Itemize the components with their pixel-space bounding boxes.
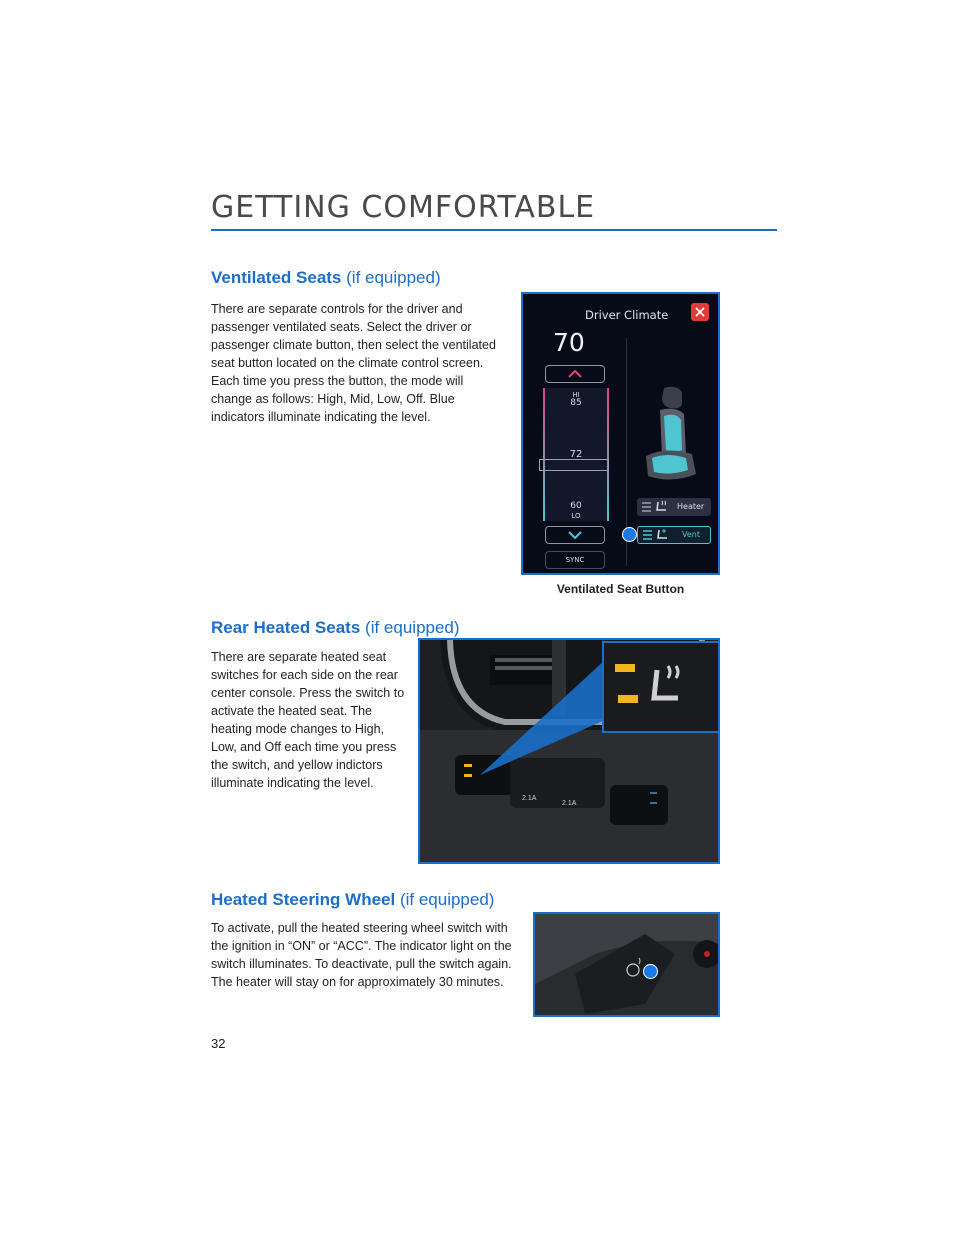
temperature-scale [543,388,609,521]
heated-steering-title: Heated Steering Wheel [211,890,396,909]
rear-heated-seats-text: There are separate heated seat switches for each side on the rear center console. Press the switch to activate the heated seat. The heating mode changes to High, Low, and Off each time you press the switch, and yellow indictors illuminate indicating the level. [211,650,405,790]
rear-heated-seats-title: Rear Heated Seats [211,618,361,637]
temperature-readout: 70 [553,328,585,357]
heated-steering-text: To activate, pull the heated steering wheel switch with the ignition in “ON” or “ACC”. The indicator light on the switch illuminates. To deactivate, pull the switch again. The heater will stay on for approximately 30 minutes. [211,921,512,989]
temp-down-button[interactable] [545,526,605,544]
sync-label: SYNC [565,556,585,564]
seat-heater-button[interactable] [637,498,711,516]
seat-heater-icon [641,500,671,514]
heated-steering-if-equipped: (if equipped) [399,890,495,909]
climate-screen-title: Driver Climate [585,308,669,322]
usb-port-label-left: 2.1A [522,795,537,802]
scale-hi-label: HI [572,391,580,399]
heater-label: Heater [677,502,705,511]
seat-vent-icon [642,528,672,542]
section-rule [211,229,777,231]
chevron-up-icon [568,370,582,378]
section-title: GETTING COMFORTABLE [211,190,596,225]
seat-illustration [636,384,708,494]
heated-steering-heading [211,890,494,910]
temp-selector[interactable] [539,459,609,471]
rear-console-illustration [420,640,720,864]
ventilated-seats-text: There are separate controls for the driver and passenger ventilated seats. Select the driver or passenger climate button, then select the ventilated seat button located on the climate control screen. Each time you press the button, the mode will change as follows: High, Mid, Low, Off. Blue indicators illuminate indicating the level. [211,302,496,424]
steering-switch-callout-dot [643,964,658,979]
ventilated-seats-if-equipped: (if equipped) [346,268,441,287]
ventilated-seats-heading [211,268,441,288]
scale-lo-label: LO [571,512,581,520]
rear-heated-seats-if-equipped: (if equipped) [365,618,460,637]
sync-button[interactable] [545,551,605,569]
temp-up-button[interactable] [545,365,605,383]
vent-label: Vent [682,530,700,539]
close-icon [695,307,705,317]
scale-mid-value: 72 [569,449,583,460]
steering-switch-illustration [535,914,720,1017]
close-button[interactable] [691,303,709,321]
ventilated-seats-title: Ventilated Seats [211,268,342,287]
steering-switch-photo [533,912,720,1017]
scale-top-value: 85 [570,398,582,408]
rear-heated-seats-heading [211,618,460,638]
ventilated-seat-caption: Ventilated Seat Button [556,582,685,596]
rear-console-photo [418,638,720,864]
climate-screen-image [521,292,720,575]
chevron-down-icon [568,531,582,539]
vent-button-callout-dot [622,527,637,542]
page-number: 32 [211,1036,226,1051]
scale-bottom-value: 60 [570,501,582,511]
usb-port-label-right: 2.1A [562,800,577,807]
seat-vent-button[interactable] [637,526,711,544]
